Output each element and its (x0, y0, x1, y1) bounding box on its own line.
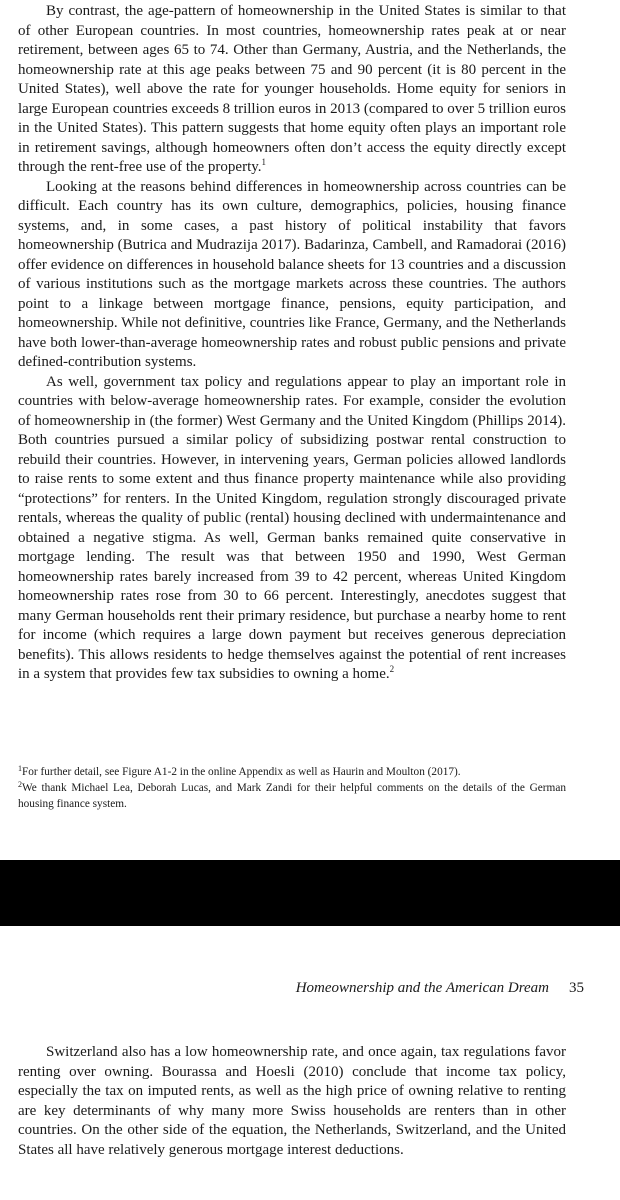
page-break-band (0, 860, 620, 926)
footnote-1: $^1$For further detail, see Figure A1-2 in the online Appendix as well as Haurin and Moulton (2017). (18, 764, 461, 778)
footnote-ref-1[interactable]: 1 (261, 157, 267, 167)
running-header (18, 978, 584, 998)
footnotes (18, 764, 566, 812)
paragraph-reasons: Looking at the reasons behind differences in homeownership across countries can be difficult. Each country has its own culture, demographics, policies, housing finance systems, and, in some cases, a past history of political instability that favors homeownership (Butrica and Mudrazija 2017). Badarinza, Cambell, and Ramadorai (2016) offer evidence on differences in household balance sheets for 13 countries and a discussion of various institutions such as the mortgage markets across these countries. The authors point to a linkage between mortgage finance, pensions, equity participation, and homeownership. While not definitive, countries like France, Germany, and the Netherlands have both lower-than-average homeownership rates and robust public pensions and private defined-contribution systems. (18, 178, 566, 370)
paragraph-age-pattern: By contrast, the age-pattern of homeownership in the United States is similar to that of other European countries. In most countries, homeownership rates peak at or near retirement, between ages 65 to 74. Other than Germany, Austria, and the Netherlands, the homeownership rate at this age peaks between 75 and 90 percent (it is 80 percent in the United States), well above the rate for younger households. Home equity for seniors in large European countries exceeds 8 trillion euros in 2013 (compared to over 5 trillion euros in the United States). This pattern suggests that home equity often plays an important role in retirement savings, although homeowners often don’t access the equity directly except through the rent-free use of the property.$^1$ (18, 3, 566, 175)
page-number: 35 (569, 980, 584, 996)
footnote-marker-2: 2 (18, 780, 22, 789)
footnote-marker-1: 1 (18, 764, 22, 773)
bottom-body-text (18, 1043, 566, 1160)
footnote-ref-2[interactable]: 2 (389, 664, 395, 674)
top-body-text (18, 2, 566, 685)
paragraph-switzerland: Switzerland also has a low homeownership rate, and once again, tax regulations favor renting over owning. Bourassa and Hoesli (2010) conclude that income tax policy, especially the tax on imputed rents, as well as the high price of owning relative to renting are key determinants of why many more Swiss households are renters than in other countries. On the other side of the equation, the Netherlands, Switzerland, and the United States all have relatively generous mortgage interest deductions. (18, 1044, 566, 1158)
paragraph-tax-policy: As well, government tax policy and regulations appear to play an important role in countries with below-average homeownership rates. For example, consider the evolution of homeownership in (the former) West Germany and the United Kingdom (Phillips 2014). Both countries pursued a similar policy of subsidizing postwar rental construction to rebuild their countries. However, in intervening years, German policies allowed landlords to raise rents to some extent and thus finance property maintenance while also providing “protections” for renters. In the United Kingdom, regulation strongly discouraged private rentals, whereas the quality of public (rental) housing declined with undermaintenance and obtained a negative stigma. As well, German banks remained quite conservative in mortgage lending. The result was that between 1950 and 1990, West German homeownership rates barely increased from 39 to 42 percent, whereas United Kingdom homeownership rates rose from 30 to 66 percent. Interestingly, anecdotes suggest that many German households rent their primary residence, but purchase a nearby home to rent for income (which requires a large down payment but receives generous depreciation benefits). This allows residents to hedge themselves against the potential of rent increases in a system that provides few tax subsidies to owning a home.$^2$ (18, 373, 566, 682)
running-title: Homeownership and the American Dream (295, 980, 549, 996)
bottom-page (0, 926, 620, 1200)
footnote-2: $^2$We thank Michael Lea, Deborah Lucas, and Mark Zandi for their helpful comments on the details of the German housing finance system. (18, 780, 566, 810)
